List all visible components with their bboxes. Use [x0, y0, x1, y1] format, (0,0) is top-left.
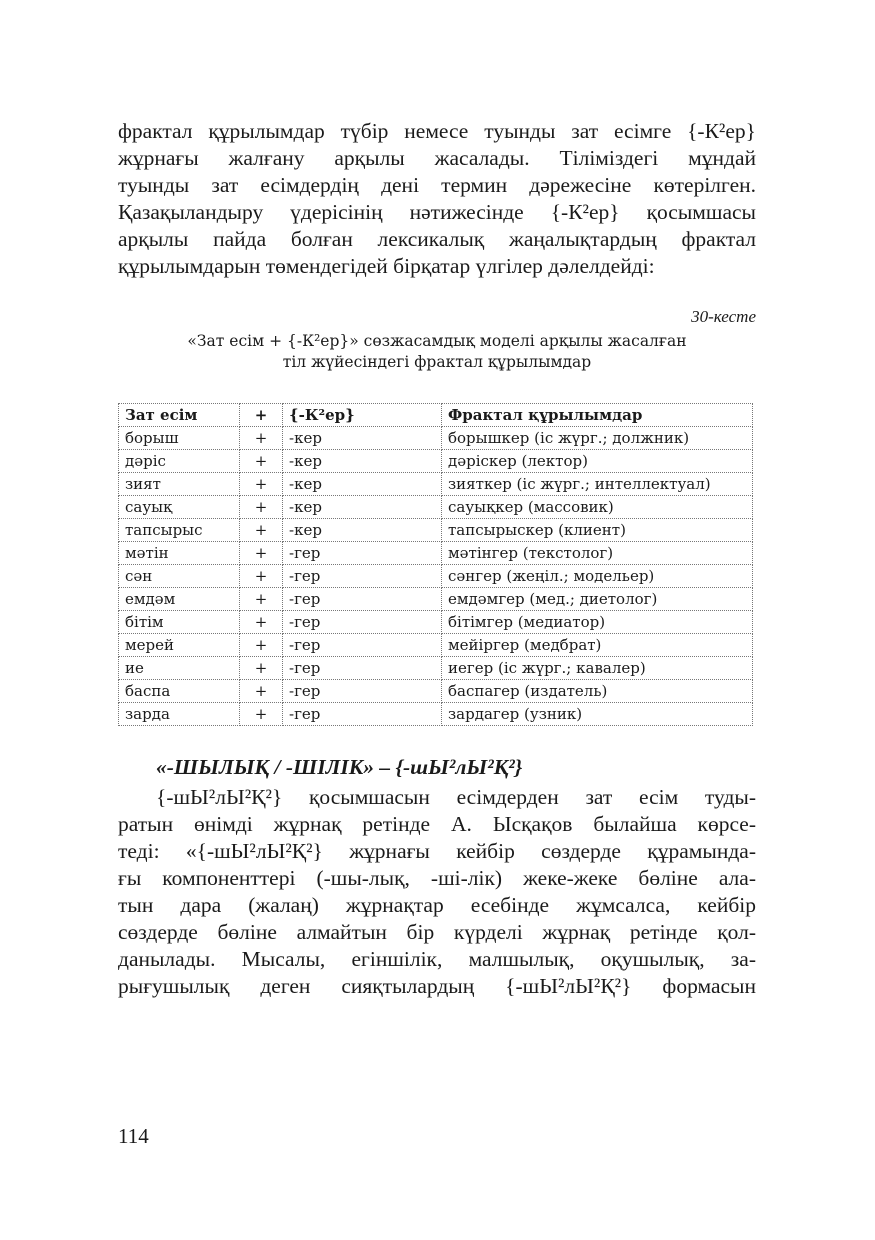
page-content	[118, 118, 756, 1000]
text-line: жұрнағы жалғану арқылы жасалады. Тіліміздегі мұндай	[118, 146, 756, 170]
cell-plus: +	[240, 519, 283, 542]
header-noun: Зат есім	[119, 404, 240, 427]
text-line: ғы компоненттері (-шы-лық, -ші-лік) жеке-жеке бөліне ала-	[118, 866, 756, 890]
table-row	[119, 496, 753, 519]
table-row	[119, 634, 753, 657]
text-line: құрылымдарын төмендегідей бірқатар үлгілер дәлелдейді:	[118, 254, 655, 278]
cell-noun: ие	[119, 657, 240, 680]
cell-plus: +	[240, 542, 283, 565]
cell-suffix: -гер	[283, 588, 442, 611]
header-fractal: Фрактал құрылымдар	[442, 404, 753, 427]
page-number: 114	[118, 1124, 149, 1148]
cell-plus: +	[240, 496, 283, 519]
text-line: фрактал құрылымдар түбір немесе туынды зат есімге {-К²ер}	[118, 119, 756, 143]
cell-suffix: -кер	[283, 427, 442, 450]
section-heading: «-ШЫЛЫҚ / -ШІЛІК» – {-шЫ²лЫ²Қ²}	[156, 755, 523, 779]
table-row	[119, 450, 753, 473]
cell-suffix: -гер	[283, 703, 442, 726]
cell-fractal: мәтінгер (текстолог)	[442, 542, 753, 565]
text-line: сөздерде бөліне алмайтын бір күрделі жұрнақ ретінде қол-	[118, 920, 756, 944]
table-row	[119, 519, 753, 542]
cell-plus: +	[240, 588, 283, 611]
table-row	[119, 588, 753, 611]
cell-fractal: иегер (іс жүрг.; кавалер)	[442, 657, 753, 680]
cell-fractal: сауықкер (массовик)	[442, 496, 753, 519]
cell-plus: +	[240, 565, 283, 588]
cell-suffix: -гер	[283, 542, 442, 565]
table-row	[119, 542, 753, 565]
cell-noun: бітім	[119, 611, 240, 634]
fractal-structures-table	[118, 403, 753, 726]
cell-plus: +	[240, 657, 283, 680]
cell-fractal: зардагер (узник)	[442, 703, 753, 726]
cell-noun: баспа	[119, 680, 240, 703]
cell-noun: зият	[119, 473, 240, 496]
cell-plus: +	[240, 703, 283, 726]
table-row	[119, 565, 753, 588]
cell-suffix: -гер	[283, 634, 442, 657]
text-line: туынды зат есімдердің дені термин дәрежесіне көтерілген.	[118, 173, 756, 197]
cell-plus: +	[240, 611, 283, 634]
cell-noun: дәріс	[119, 450, 240, 473]
cell-plus: +	[240, 427, 283, 450]
cell-suffix: -кер	[283, 496, 442, 519]
cell-plus: +	[240, 634, 283, 657]
cell-noun: борыш	[119, 427, 240, 450]
cell-noun: тапсырыс	[119, 519, 240, 542]
cell-suffix: -гер	[283, 565, 442, 588]
table-row	[119, 703, 753, 726]
cell-suffix: -гер	[283, 680, 442, 703]
cell-suffix: -кер	[283, 519, 442, 542]
cell-plus: +	[240, 450, 283, 473]
cell-noun: сауық	[119, 496, 240, 519]
table-row	[119, 657, 753, 680]
cell-noun: мәтін	[119, 542, 240, 565]
text-line: арқылы пайда болған лексикалық жаңалықтардың фрактал	[118, 227, 756, 251]
header-plus: +	[240, 404, 283, 427]
cell-fractal: дәріскер (лектор)	[442, 450, 753, 473]
cell-fractal: зияткер (іс жүрг.; интеллектуал)	[442, 473, 753, 496]
cell-noun: зарда	[119, 703, 240, 726]
cell-noun: емдәм	[119, 588, 240, 611]
cell-suffix: -гер	[283, 611, 442, 634]
cell-fractal: емдәмгер (мед.; диетолог)	[442, 588, 753, 611]
cell-plus: +	[240, 473, 283, 496]
cell-plus: +	[240, 680, 283, 703]
text-line: данылады. Мысалы, егіншілік, малшылық, оқушылық, за-	[118, 947, 756, 971]
text-line: рығушылық деген сияқтылардың {-шЫ²лЫ²Қ²} формасын	[118, 974, 756, 998]
text-line: ратын өнімді жұрнақ ретінде А. Ысқақов былайша көрсе-	[118, 812, 756, 836]
caption-line: тіл жүйесіндегі фрактал құрылымдар	[282, 353, 592, 371]
table-body	[119, 427, 753, 726]
table-caption	[118, 331, 756, 373]
caption-line: «Зат есім + {-К²ер}» сөзжасамдық моделі арқылы жасалған	[187, 332, 687, 350]
cell-fractal: борышкер (іс жүрг.; должник)	[442, 427, 753, 450]
cell-suffix: -кер	[283, 450, 442, 473]
table-row	[119, 473, 753, 496]
body-paragraph	[118, 784, 756, 1000]
cell-fractal: мейіргер (медбрат)	[442, 634, 753, 657]
text-line: Қазақыландыру үдерісінің нәтижесінде {-К²ер} қосымшасы	[118, 200, 756, 224]
table-number: 30-кесте	[691, 307, 756, 326]
intro-paragraph	[118, 118, 756, 280]
cell-fractal: бітімгер (медиатор)	[442, 611, 753, 634]
cell-fractal: баспагер (издатель)	[442, 680, 753, 703]
table-row	[119, 680, 753, 703]
text-line: тын дара (жалаң) жұрнақтар есебінде жұмсалса, кейбір	[118, 893, 756, 917]
table-row	[119, 611, 753, 634]
text-line: {-шЫ²лЫ²Қ²} қосымшасын есімдерден зат есім туды-	[156, 785, 756, 809]
cell-suffix: -гер	[283, 657, 442, 680]
cell-suffix: -кер	[283, 473, 442, 496]
header-suffix: {-К²ер}	[283, 404, 442, 427]
table-row	[119, 427, 753, 450]
table-header-row	[119, 404, 753, 427]
cell-fractal: сәнгер (жеңіл.; модельер)	[442, 565, 753, 588]
text-line: теді: «{-шЫ²лЫ²Қ²} жұрнағы кейбір сөздерде құрамында-	[118, 839, 756, 863]
cell-fractal: тапсырыскер (клиент)	[442, 519, 753, 542]
cell-noun: сән	[119, 565, 240, 588]
cell-noun: мерей	[119, 634, 240, 657]
